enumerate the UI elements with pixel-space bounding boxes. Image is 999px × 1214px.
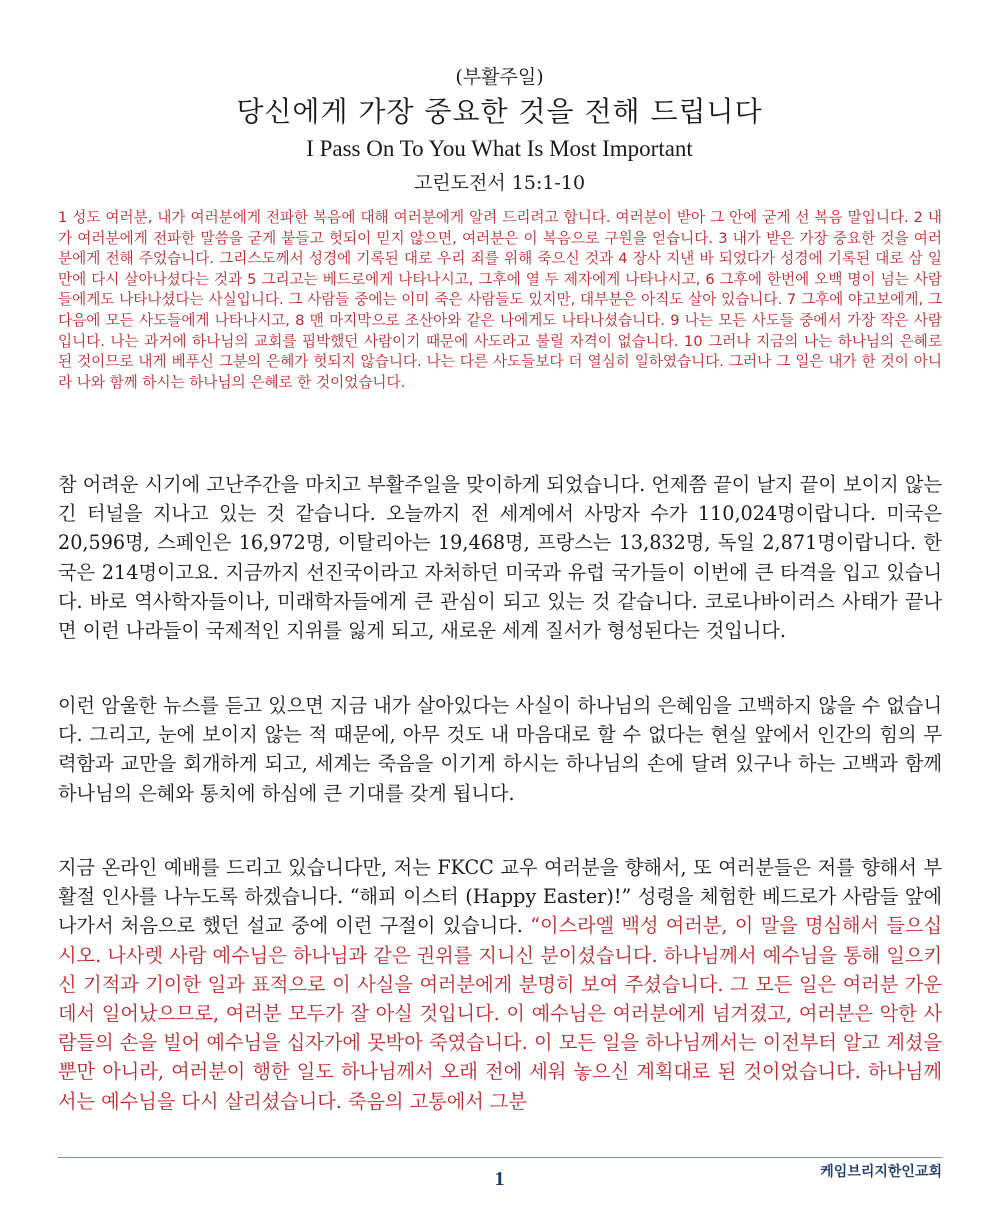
scripture-passage: 1 성도 여러분, 내가 여러분에게 전파한 복음에 대해 여러분에게 알려 드리려고 합니다. 여러분이 받아 그 안에 굳게 선 복음 말입니다. 2 내가 여러분에게 전파한 말씀을 굳게 붙들고 헛되이 믿지 않으면, 여러분은 이 복음으로 구원을 얻습니다. 3 내가 받은 가장 중요한 것을 여러분에게 전해 주었습니다. 그리스도께서 성경에 기록된 대로 우리 죄를 위해 죽으신 것과 4 장사 지낸 바 되었다가 성경에 기록된 대로 삼 일 만에 다시 살아나셨다는 것과 5 그리고는 베드로에게 나타나시고, 그후에 열 두 제자에게 나타나시고, 6 그후에 한번에 오백 명이 넘는 사람들에게도 나타나셨다는 사실입니다. 그 사람들 중에는 이미 죽은 사람들도 있지만, 대부분은 아직도 살아 있습니다. 7 그후에 야고보에게, 그 다음에 모든 사도들에게 나타나시고, 8 맨 마지막으로 조산아와 같은 나에게도 나타나셨습니다. 9 나는 모든 사도들 중에서 가장 작은 사람입니다. 나는 과거에 하나님의 교회를 핍박했던 사람이기 때문에 사도라고 불릴 자격이 없습니다. 10 그러나 지금의 나는 하나님의 은혜로 된 것이므로 내게 베푸신 그분의 은혜가 헛되지 않습니다. 나는 다른 사도들보다 더 열심히 일하였습니다. 그러나 그 일은 내가 한 것이 아니라 나와 함께 하시는 하나님의 은혜로 한 것이었습니다. [58,209,942,391]
paragraph-3-quotation: “이스라엘 백성 여러분, 이 말을 명심해서 들으십시오. 나사렛 사람 예수님은 하나님과 같은 권위를 지니신 분이셨습니다. 하나님께서 예수님을 통해 일으키신 기적과 기이한 일과 표적으로 이 사실을 여러분에게 분명히 보여 주셨습니다. 그 모든 일은 여러분 가운데서 일어났으므로, 여러분 모두가 잘 아실 것입니다. 이 예수님은 여러분에게 넘겨졌고, 여러분은 악한 사람들의 손을 빌어 예수님을 십자가에 못박아 죽였습니다. 이 모든 일을 하나님께서는 이전부터 알고 계셨을 뿐만 아니라, 여러분이 행한 일도 하나님께서 오래 전에 세워 놓으신 계획대로 된 것이었습니다. 하나님께서는 예수님을 다시 살리셨습니다. 죽음의 고통에서 그분 [58,914,942,1113]
sermon-header [0,62,999,200]
paragraph-3-text: 지금 온라인 예배를 드리고 있습니다만, 저는 FKCC 교우 여러분을 향해서, 또 여러분들은 저를 향해서 부활절 인사를 나누도록 하겠습니다. “해피 이스터 (Happy Easter)!” 성령을 체험한 베드로가 사람들 앞에 나가서 처음으로 했던 설교 중에 이런 구절이 있습니다. [58,856,942,938]
sermon-title-korean: 당신에게 가장 중요한 것을 전해 드립니다 [236,95,763,128]
body-paragraph-1: 참 어려운 시기에 고난주간을 마치고 부활주일을 맞이하게 되었습니다. 언제쯤 끝이 날지 끝이 보이지 않는 긴 터널을 지나고 있는 것 같습니다. 오늘까지 전 세계에서 사망자 수가 110,024명이랍니다. 미국은 20,596명, 스페인은 16,972명, 이탈리아는 19,468명, 프랑스는 13,832명, 독일 2,871명이랍니다. 한국은 214명이고요. 지금까지 선진국이라고 자처하던 미국과 유럽 국가들이 이번에 큰 타격을 입고 있습니다. 바로 역사학자들이나, 미래학자들에게 큰 관심이 되고 있는 것 같습니다. 코로나바이러스 사태가 끝나면 이런 나라들이 국제적인 지위를 잃게 되고, 새로운 세계 질서가 형성된다는 것입니다. [58,473,942,643]
church-name: 케임브리지한인교회 [820,1164,942,1180]
footer-divider [58,1157,942,1158]
body-paragraph-2: 이런 암울한 뉴스를 듣고 있으면 지금 내가 살아있다는 사실이 하나님의 은혜임을 고백하지 않을 수 없습니다. 그리고, 눈에 보이지 않는 적 때문에, 아무 것도 내 마음대로 할 수 없다는 현실 앞에서 인간의 힘의 무력함과 교만을 회개하게 되고, 세계는 죽음을 이기게 하시는 하나님의 손에 달려 있구나 하는 고백과 함께 하나님의 은혜와 통치에 하심에 큰 기대를 갖게 됩니다. [58,694,942,805]
page-number: 1 [494,1168,505,1190]
scripture-reference: 고린도전서 15:1-10 [413,172,586,194]
sermon-title-english: I Pass On To You What Is Most Important [306,136,693,161]
occasion-label: (부활주일) [455,66,544,88]
body-paragraph-3 [58,853,942,1116]
